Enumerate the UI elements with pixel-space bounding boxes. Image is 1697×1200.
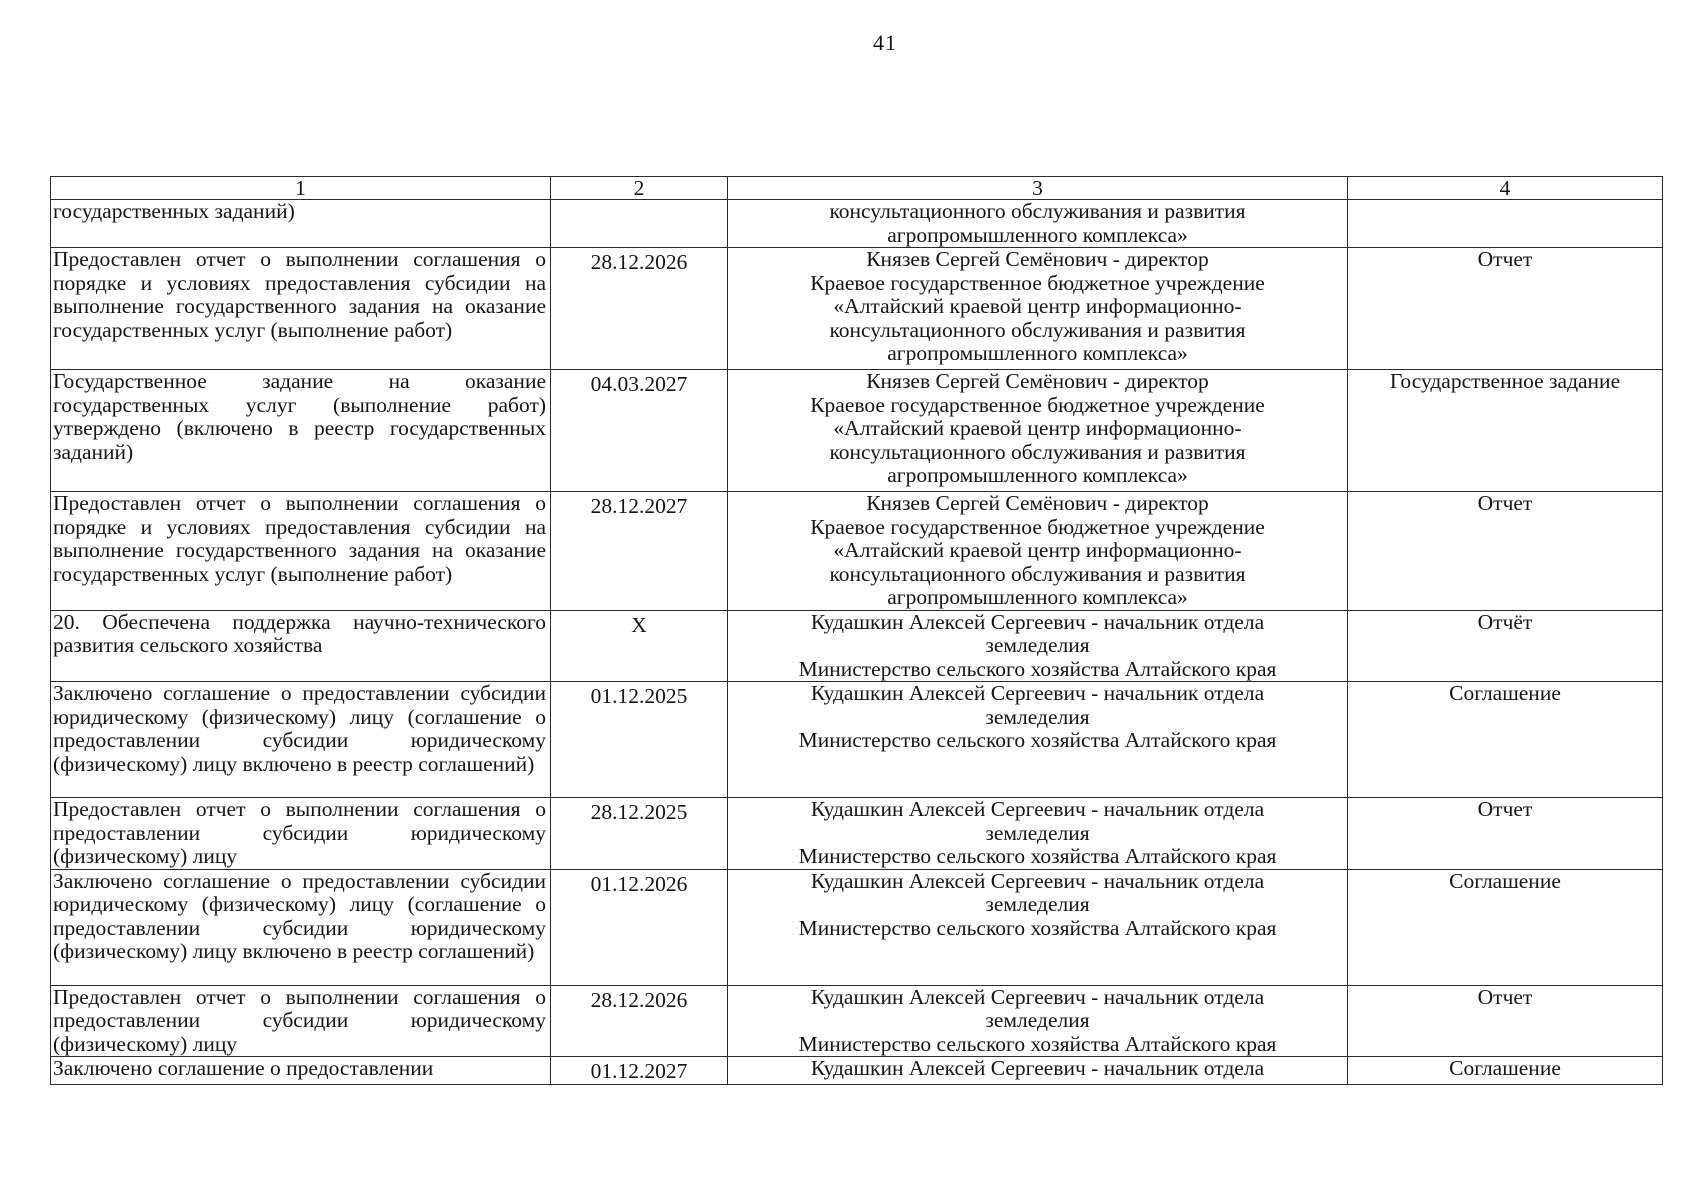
responsible-person xyxy=(728,248,1348,370)
document-type: Соглашение xyxy=(1348,682,1663,798)
document-type: Отчет xyxy=(1348,492,1663,611)
control-date: 28.12.2027 xyxy=(551,492,728,611)
results-table xyxy=(50,176,1663,1085)
table-row xyxy=(51,200,1663,248)
document-type: Государственное задание xyxy=(1348,370,1663,492)
responsible-line: агропромышленного комплекса» xyxy=(887,585,1188,609)
responsible-person xyxy=(728,682,1348,798)
responsible-person xyxy=(728,610,1348,682)
responsible-person xyxy=(728,370,1348,492)
control-date: 28.12.2025 xyxy=(551,798,728,870)
responsible-line: консультационного обслуживания и развития xyxy=(829,199,1246,223)
document-type: Соглашение xyxy=(1348,869,1663,985)
document-type: Соглашение xyxy=(1348,1057,1663,1085)
table-row xyxy=(51,370,1663,492)
page-number: 41 xyxy=(873,30,897,55)
responsible-line: Кудашкин Алексей Сергеевич - начальник отдела xyxy=(810,869,1265,893)
control-date: 28.12.2026 xyxy=(551,248,728,370)
result-description: Государственное задание на оказание государственных услуг (выполнение работ) утверждено (включено в реестр государственных заданий) xyxy=(51,370,551,492)
responsible-line: консультационного обслуживания и развития xyxy=(829,439,1246,464)
responsible-line: консультационного обслуживания и развития xyxy=(829,317,1246,342)
responsible-line: Министерство сельского хозяйства Алтайского края xyxy=(798,656,1277,681)
responsible-line: агропромышленного комплекса» xyxy=(887,222,1188,247)
document-type xyxy=(1348,200,1663,248)
responsible-line: Кудашкин Алексей Сергеевич - начальник отдела xyxy=(810,1056,1265,1080)
table-row xyxy=(51,610,1663,682)
responsible-line: консультационного обслуживания и развития xyxy=(829,561,1246,586)
responsible-line: земледелия xyxy=(985,820,1090,845)
responsible-line: Кудашкин Алексей Сергеевич - начальник отдела xyxy=(810,797,1265,821)
column-header: 4 xyxy=(1348,177,1663,200)
control-date: 01.12.2026 xyxy=(551,869,728,985)
document-type: Отчет xyxy=(1348,985,1663,1057)
responsible-line: земледелия xyxy=(985,704,1090,729)
responsible-line: земледелия xyxy=(985,633,1090,657)
responsible-line: «Алтайский краевой центр информационно- xyxy=(833,416,1242,440)
responsible-line: земледелия xyxy=(985,892,1090,916)
table-row xyxy=(51,248,1663,370)
result-description: государственных заданий) xyxy=(51,200,551,248)
responsible-line: Кудашкин Алексей Сергеевич - начальник отдела xyxy=(810,681,1265,705)
table-header-row xyxy=(51,177,1663,200)
responsible-line: «Алтайский краевой центр информационно- xyxy=(833,294,1242,318)
responsible-line: Кудашкин Алексей Сергеевич - начальник отдела xyxy=(810,610,1265,634)
responsible-line: Князев Сергей Семёнович - директор xyxy=(866,247,1209,271)
responsible-person xyxy=(728,200,1348,248)
responsible-line: Кудашкин Алексей Сергеевич - начальник отдела xyxy=(810,985,1265,1009)
responsible-line: Министерство сельского хозяйства Алтайского края xyxy=(798,915,1277,940)
responsible-person xyxy=(728,985,1348,1057)
control-date xyxy=(551,200,728,248)
result-description: Предоставлен отчет о выполнении соглашения о предоставлении субсидии юридическому (физическому) лицу xyxy=(51,798,551,870)
responsible-person xyxy=(728,869,1348,985)
document-type: Отчет xyxy=(1348,798,1663,870)
result-description: Предоставлен отчет о выполнении соглашения о порядке и условиях предоставления субсидии на выполнение государственного задания на оказание государственных услуг (выполнение работ) xyxy=(51,248,551,370)
result-description: Заключено соглашение о предоставлении xyxy=(51,1057,551,1085)
control-date: 28.12.2026 xyxy=(551,985,728,1057)
result-description: 20. Обеспечена поддержка научно-технического развития сельского хозяйства xyxy=(51,610,551,682)
control-date: 01.12.2027 xyxy=(551,1057,728,1085)
responsible-line: Министерство сельского хозяйства Алтайского края xyxy=(798,844,1277,868)
column-header: 1 xyxy=(51,177,551,200)
responsible-line: Краевое государственное бюджетное учреждение xyxy=(810,392,1265,417)
result-description: Предоставлен отчет о выполнении соглашения о порядке и условиях предоставления субсидии на выполнение государственного задания на оказание государственных услуг (выполнение работ) xyxy=(51,492,551,611)
responsible-line: «Алтайский краевой центр информационно- xyxy=(833,538,1242,562)
responsible-line: Министерство сельского хозяйства Алтайского края xyxy=(798,728,1277,752)
column-header: 2 xyxy=(551,177,728,200)
responsible-person xyxy=(728,798,1348,870)
result-description: Заключено соглашение о предоставлении субсидии юридическому (физическому) лицу (соглашение о предоставлении субсидии юридическому (физическому) лицу включено в реестр соглашений) xyxy=(51,682,551,798)
table-row xyxy=(51,492,1663,611)
responsible-line: Князев Сергей Семёнович - директор xyxy=(866,491,1209,515)
table-row xyxy=(51,869,1663,985)
responsible-line: агропромышленного комплекса» xyxy=(887,341,1188,365)
responsible-line: Краевое государственное бюджетное учреждение xyxy=(810,514,1265,539)
table-row xyxy=(51,1057,1663,1085)
document-type: Отчет xyxy=(1348,248,1663,370)
responsible-line: Князев Сергей Семёнович - директор xyxy=(866,369,1209,393)
responsible-line: Министерство сельского хозяйства Алтайского края xyxy=(798,1031,1277,1056)
responsible-person xyxy=(728,1057,1348,1085)
table-row xyxy=(51,798,1663,870)
responsible-line: Краевое государственное бюджетное учреждение xyxy=(810,270,1265,295)
responsible-line: агропромышленного комплекса» xyxy=(887,463,1188,487)
responsible-line: земледелия xyxy=(985,1008,1090,1032)
control-date: 04.03.2027 xyxy=(551,370,728,492)
control-date: X xyxy=(551,610,728,682)
result-description: Предоставлен отчет о выполнении соглашения о предоставлении субсидии юридическому (физическому) лицу xyxy=(51,985,551,1057)
column-header: 3 xyxy=(728,177,1348,200)
document-type: Отчёт xyxy=(1348,610,1663,682)
result-description: Заключено соглашение о предоставлении субсидии юридическому (физическому) лицу (соглашение о предоставлении субсидии юридическому (физическому) лицу включено в реестр соглашений) xyxy=(51,869,551,985)
table-row xyxy=(51,682,1663,798)
responsible-person xyxy=(728,492,1348,611)
control-date: 01.12.2025 xyxy=(551,682,728,798)
table-row xyxy=(51,985,1663,1057)
